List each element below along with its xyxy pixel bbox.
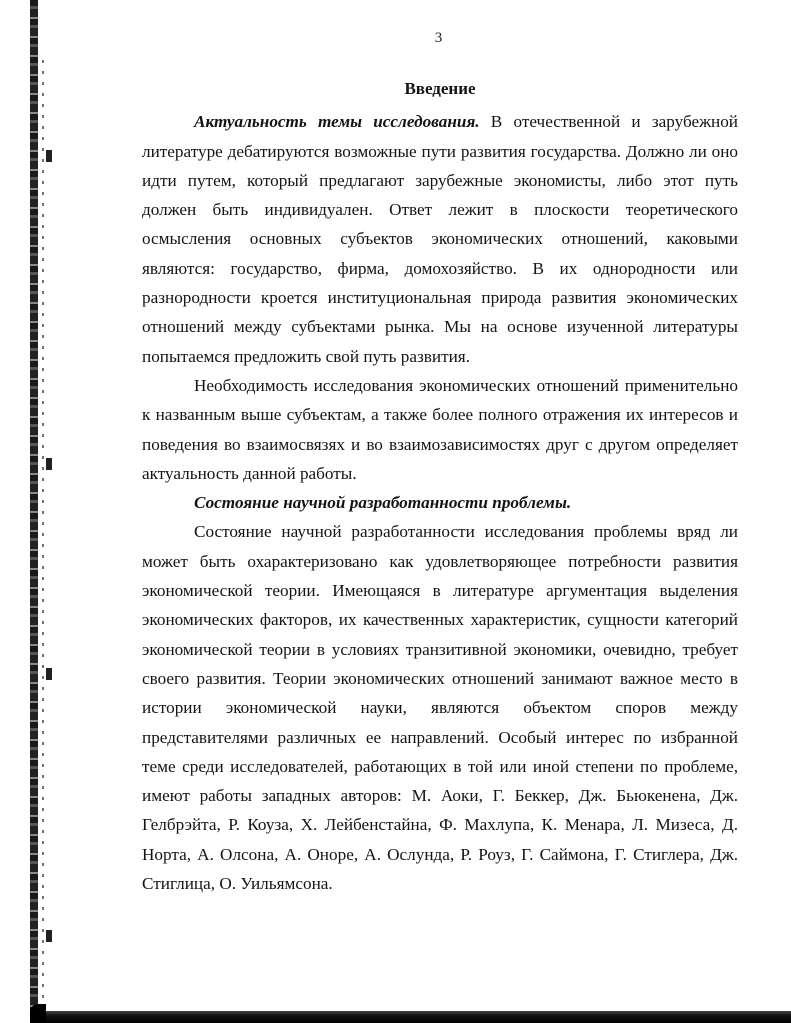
document-body (142, 74, 738, 898)
subheading-state-of-research: Состояние научной разработанности проблемы. (194, 493, 572, 513)
scan-bottom-corner (30, 1004, 46, 1023)
scan-left-streak (42, 60, 44, 1000)
scan-mark (46, 930, 52, 942)
paragraph-necessity: Необходимость исследования экономических отношений применительно к названным выше субъектам, а также более полного отражения их интересов и поведения во взаимосвязях и во взаимозависимостях друг с другом определяет актуальность данной работы. (142, 375, 738, 483)
section-heading: Введение (404, 79, 476, 98)
paragraph-lead: Актуальность темы исследования. (194, 112, 480, 132)
scan-mark (46, 150, 52, 162)
scan-mark (46, 668, 52, 680)
page-number: 3 (434, 30, 443, 46)
scan-left-edge (30, 0, 38, 1023)
paragraph-text: В отечественной и зарубежной литературе дебатируются возможные пути развития государства. Должно ли оно идти путем, который предлагают зарубежные экономисты, либо этот путь должен быть индивидуален. Ответ лежит в плоскости теоретического осмысления основных субъектов экономических отношений, каковыми являются: государство, фирма, домохозяйство. В их однородности или разнородности кроется институциональная природа развития экономических отношений между субъектами рынка. Мы на основе изученной литературы попытаемся предложить свой путь развития. (142, 112, 738, 366)
scan-bottom-edge (40, 1011, 791, 1023)
paragraph-relevance (142, 107, 738, 371)
paragraph-state-of-research: Состояние научной разработанности исследования проблемы вряд ли может быть охарактеризовано как удовлетворяющее потребности развития экономической теории. Имеющаяся в литературе аргументация выделения экономических факторов, их качественных характеристик, сущности категорий экономической теории в условиях транзитивной экономики, очевидно, требует своего развития. Теории экономических отношений занимают важное место в истории экономической науки, являются объектом споров между представителями различных ее направлений. Особый интерес по избранной теме среди исследователей, работающих в той или иной степени по проблеме, имеют работы западных авторов: М. Аоки, Г. Беккер, Дж. Бьюкенена, Дж. Гелбрэйта, Р. Коуза, Х. Лейбенстайна, Ф. Махлупа, К. Менара, Л. Мизеса, Д. Норта, А. Олсона, А. Оноре, А. Ослунда, Р. Роуз, Г. Саймона, Г. Стиглера, Дж. Стиглица, О. Уильямсона. (142, 522, 738, 894)
scan-mark (46, 458, 52, 470)
